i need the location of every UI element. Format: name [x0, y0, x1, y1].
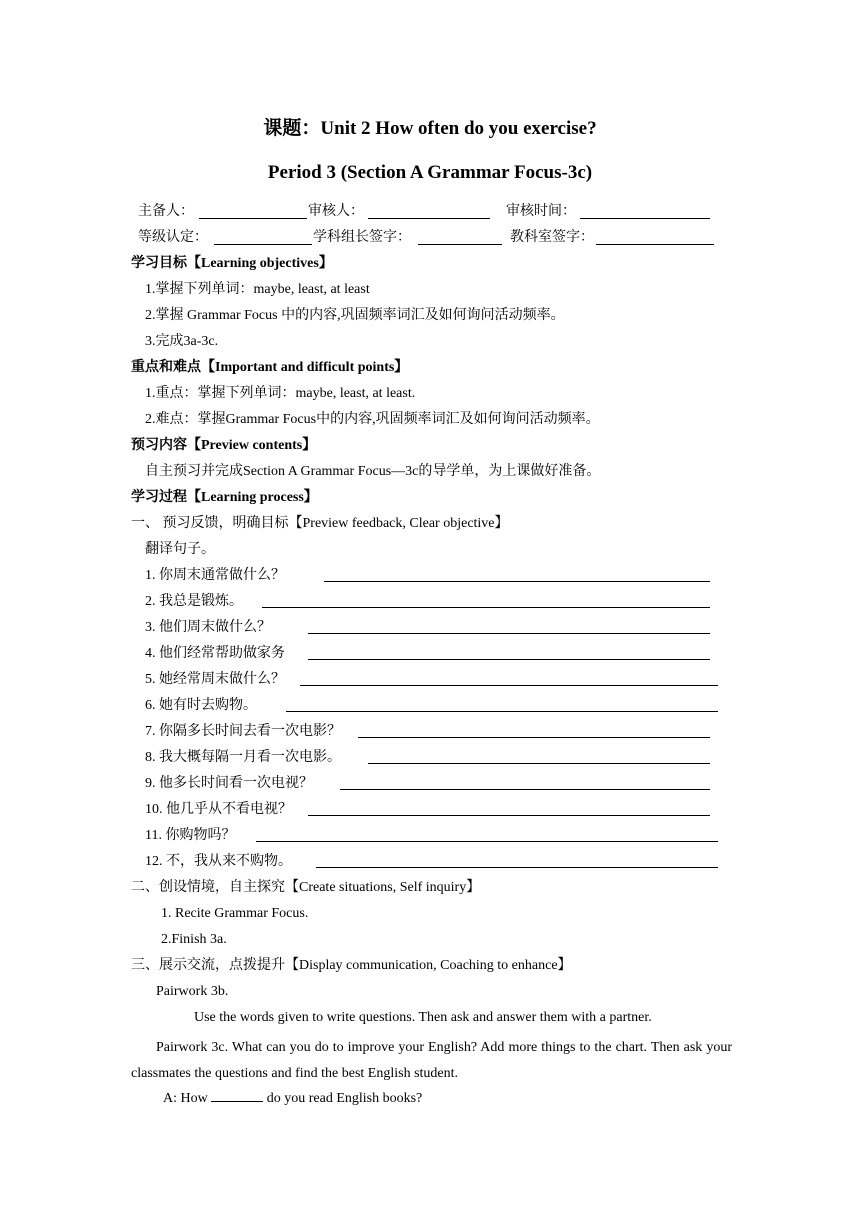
dialog-a-blank	[211, 1087, 263, 1102]
dialog-a-prefix: A: How	[163, 1091, 208, 1106]
preparer-label: 主备人：	[138, 204, 194, 219]
reviewer-blank	[368, 218, 490, 219]
preparer-blank	[199, 218, 307, 219]
office-blank	[596, 244, 714, 245]
answer-blank	[368, 763, 710, 764]
key-point-item: 1.重点：掌握下列单词：maybe, least, at least.	[145, 386, 416, 401]
answer-blank	[358, 737, 710, 738]
objective-item: 3.完成3a-3c.	[145, 334, 219, 349]
reviewer-label: 审核人：	[308, 204, 364, 219]
answer-blank	[262, 607, 710, 608]
grade-label: 等级认定：	[138, 230, 208, 245]
answer-blank	[340, 789, 710, 790]
group-leader-label: 学科组长签字：	[313, 230, 411, 245]
page-title: 课题：Unit 2 How often do you exercise?	[263, 118, 597, 139]
sentence-item: 2. 我总是锻炼。	[145, 594, 243, 609]
answer-blank	[286, 711, 718, 712]
preview-text: 自主预习并完成Section A Grammar Focus—3c的导学单，为上课做好准备。	[145, 464, 601, 479]
part1-instruction: 翻译句子。	[145, 542, 215, 557]
answer-blank	[308, 815, 710, 816]
pairwork-3b-label: Pairwork 3b.	[156, 984, 229, 999]
sentence-item: 6. 她有时去购物。	[145, 698, 257, 713]
sentence-item: 11. 你购物吗？	[145, 828, 236, 843]
key-points-heading: 重点和难点【Important and difficult points】	[131, 360, 409, 375]
answer-blank	[316, 867, 718, 868]
sentence-item: 12. 不，我从来不购物。	[145, 854, 292, 869]
pairwork-3b-text: Use the words given to write questions. Then ask and answer them with a partner.	[194, 1010, 652, 1025]
part2-item: 2.Finish 3a.	[161, 932, 227, 947]
review-time-blank	[580, 218, 710, 219]
objective-item: 2.掌握 Grammar Focus 中的内容,巩固频率词汇及如何询问活动频率。	[145, 308, 565, 323]
answer-blank	[308, 633, 710, 634]
pairwork-3c-text: Pairwork 3c. What can you do to improve your English? Add more things to the chart. Then ask your classmates the questions and find the best English student.	[131, 1040, 732, 1081]
part2-item: 1. Recite Grammar Focus.	[161, 906, 309, 921]
sentence-item: 4. 他们经常帮助做家务	[145, 646, 285, 661]
grade-blank	[214, 244, 312, 245]
sentence-item: 9. 他多长时间看一次电视？	[145, 776, 313, 791]
answer-blank	[308, 659, 710, 660]
preview-heading: 预习内容【Preview contents】	[131, 438, 317, 453]
sentence-item: 5. 她经常周末做什么？	[145, 672, 285, 687]
objective-item: 1.掌握下列单词：maybe, least, at least	[145, 282, 370, 297]
answer-blank	[324, 581, 710, 582]
dialog-a-suffix: do you read English books?	[266, 1091, 423, 1106]
answer-blank	[300, 685, 718, 686]
key-point-item: 2.难点：掌握Grammar Focus中的内容,巩固频率词汇及如何询问活动频率。	[145, 412, 600, 427]
process-heading: 学习过程【Learning process】	[131, 490, 318, 505]
sentence-item: 3. 他们周末做什么？	[145, 620, 271, 635]
answer-blank	[256, 841, 718, 842]
part2-title: 二、创设情境，自主探究【Create situations, Self inquiry】	[131, 880, 481, 895]
office-label: 教科室签字：	[510, 230, 594, 245]
part1-title: 一、 预习反馈，明确目标【Preview feedback, Clear objective】	[131, 516, 509, 531]
sentence-item: 1. 你周末通常做什么？	[145, 568, 285, 583]
sentence-item: 7. 你隔多长时间去看一次电影？	[145, 724, 341, 739]
review-time-label: 审核时间：	[506, 204, 576, 219]
part3-title: 三、展示交流，点拨提升【Display communication, Coaching to enhance】	[131, 958, 572, 973]
dialog-a-line	[163, 1087, 422, 1108]
sentence-item: 8. 我大概每隔一月看一次电影。	[145, 750, 341, 765]
sentence-item: 10. 他几乎从不看电视？	[145, 802, 292, 817]
group-leader-blank	[418, 244, 502, 245]
objectives-heading: 学习目标【Learning objectives】	[131, 256, 333, 271]
page-subtitle: Period 3 (Section A Grammar Focus-3c)	[267, 162, 593, 183]
